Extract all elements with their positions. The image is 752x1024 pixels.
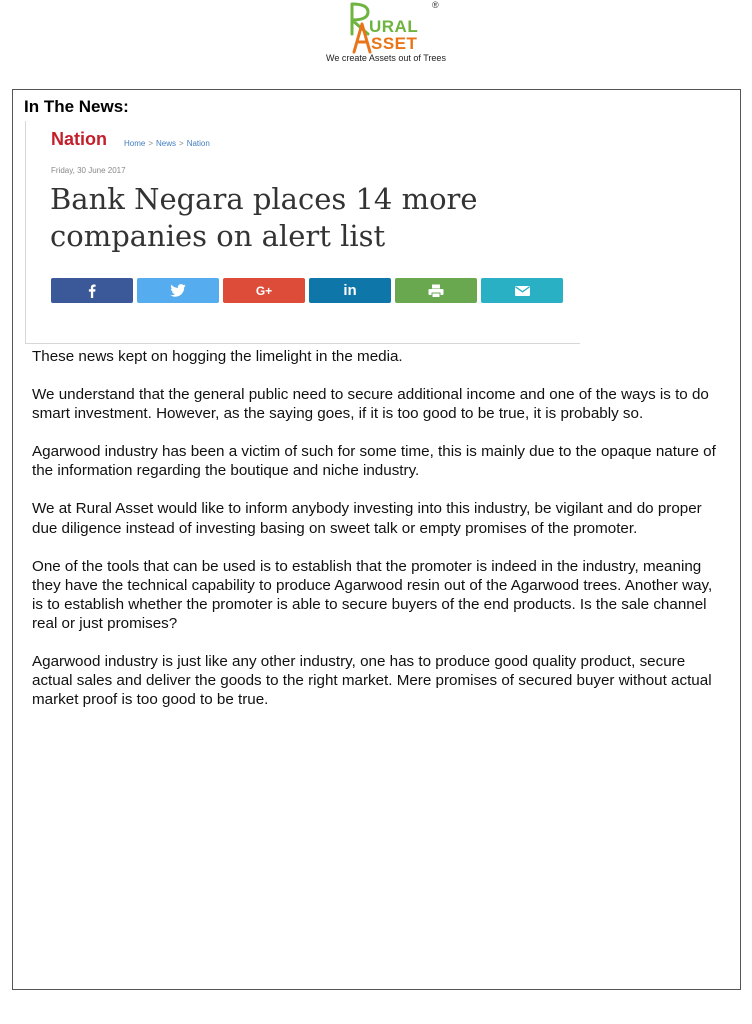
print-icon xyxy=(428,284,444,298)
paragraph: These news kept on hogging the limelight in the media. xyxy=(32,348,403,365)
linkedin-icon: in xyxy=(343,282,357,299)
breadcrumb-separator: > xyxy=(148,139,154,148)
facebook-icon xyxy=(88,284,96,298)
breadcrumb-nation[interactable]: Nation xyxy=(186,139,210,148)
paragraph: Agarwood industry is just like any other industry, one has to produce good quality product, secure actual sales and deliver the goods to the right market. Mere promises of secured buyer without actual market proof is too good to be true. xyxy=(32,653,712,709)
share-email-button[interactable] xyxy=(481,278,563,303)
paragraph: We at Rural Asset would like to inform anybody investing into this industry, be vigilant and do proper due diligence instead of investing basing on sweet talk or empty promises of the promoter. xyxy=(32,500,702,537)
share-linkedin-button[interactable] xyxy=(309,278,391,303)
breadcrumb-separator: > xyxy=(179,139,184,148)
news-section-label: Nation xyxy=(51,129,107,149)
breadcrumb-news[interactable]: News xyxy=(156,139,177,148)
logo-tagline: We create Assets out of Trees xyxy=(326,53,446,63)
paragraph: One of the tools that can be used is to establish that the promoter is indeed in the industry, meaning they have the technical capability to produce Agarwood resin out of the Agarwood trees. Another way, is to establish whether the promoter is able to secure buyers of the end products. Is the sale channel real or just promises? xyxy=(32,557,713,632)
twitter-icon xyxy=(170,284,186,297)
share-google-plus-button[interactable] xyxy=(223,278,305,303)
breadcrumb-home[interactable]: Home xyxy=(124,139,146,148)
registered-mark: ® xyxy=(432,0,439,10)
article-date: Friday, 30 June 2017 xyxy=(51,166,126,175)
logo-word-rural: URAL xyxy=(369,17,419,36)
share-print-button[interactable] xyxy=(395,278,477,303)
article-body xyxy=(32,347,724,728)
share-facebook-button[interactable] xyxy=(51,278,133,303)
paragraph: Agarwood industry has been a victim of such for some time, this is mainly due to the opaque nature of the information regarding the boutique and niche industry. xyxy=(32,443,716,480)
article-headline: Bank Negara places 14 more companies on alert list xyxy=(50,182,478,253)
content-frame xyxy=(12,89,741,990)
rural-asset-logo xyxy=(318,0,454,66)
section-heading: In The News: xyxy=(24,97,129,116)
paragraph: We understand that the general public need to secure additional income and one of the ways is to do smart investment. However, as the saying goes, if it is too good to be true, it is probably so. xyxy=(32,386,709,423)
email-icon xyxy=(515,286,530,296)
google-plus-icon: G+ xyxy=(255,283,273,298)
share-twitter-button[interactable] xyxy=(137,278,219,303)
news-clipping xyxy=(25,121,580,344)
breadcrumb xyxy=(124,139,210,148)
logo-word-asset: SSET xyxy=(371,34,418,53)
share-bar xyxy=(51,278,563,303)
